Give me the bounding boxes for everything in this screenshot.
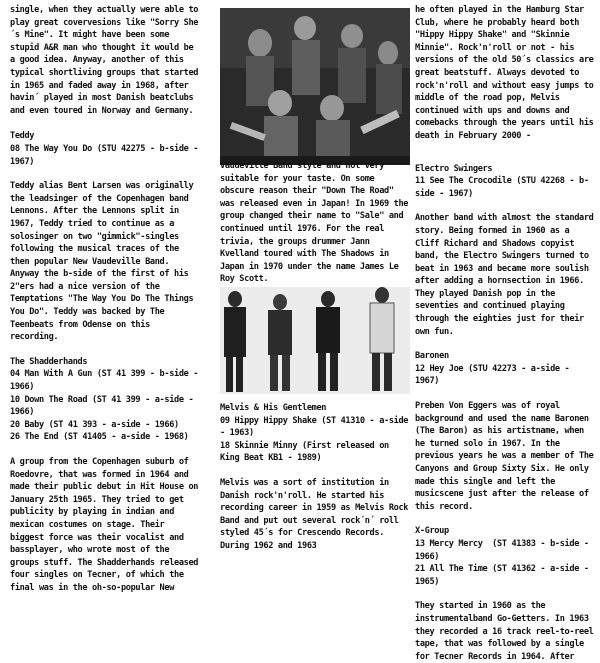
melvis-paragraph: Melvis was a sort of institution in Danish rock'n'roll. He started his recording career in 1959 as Melvis Rock Band and put out several rock´n´ roll styled 45´s for Crescendo Records. During 1962 and 1963 [220, 477, 413, 551]
melvis-heading: Melvis & His Gentlemen [220, 403, 327, 413]
band-photo-standing [220, 287, 410, 394]
band-photo-costumes [220, 8, 410, 165]
shadderhands-paragraph: A group from the Copenhagen suburb of Roedovre, that was formed in 1964 and made their public debut in Hit House on January 25th 1965. They tried to get publicity by playing in indian and mexican costumes on stage. Their biggest force was their vocalist and bassplayer, who wrote most of the groups stuff. The Shadderhands released four singles on Tecner, of which the final was in the oh-so-popular New [10, 457, 203, 593]
electro-swingers-track: 11 See The Crocodile (STU 42268 - b-side - 1967) [415, 176, 589, 199]
band-photo-costumes-image [220, 8, 410, 165]
shadderhands-track: 26 The End (ST 41405 - a-side - 1968) [10, 432, 189, 443]
x-group-track: 21 All The Time (ST 41362 - a-side - 1965) [415, 564, 594, 587]
shadderhands-track: 20 Baby (ST 41 393 - a-side - 1966) [10, 419, 179, 430]
x-group-paragraph: They started in 1960 as the instrumentalband Go-Getters. In 1963 they recorded a 16 track reel-to-reel tape, that was followed by a single for Tecner Records in 1964. After [415, 601, 599, 662]
intro-paragraph: single, when they actually were able to play great covervesions like "Sorry She´s Mine". It might have been some stupid A&R man who thought it would be a good idea. Anyway, another of this typical shortliving groups that started in 1965 and faded away in 1968, after havin´ played in most Danish beatclubs and even toured in Norway and Germany. [10, 5, 203, 116]
baronen-track: 12 Hey Joe (STU 42273 - a-side - 1967) [415, 363, 575, 387]
teddy-track: 08 The Way You Do (STU 42275 - b-side - 1967) [10, 143, 203, 167]
column-right [415, 0, 599, 663]
x-group-heading: X-Group [415, 526, 449, 537]
band-photo-standing-image [220, 287, 410, 394]
electro-swingers-heading: Electro Swingers [415, 163, 493, 174]
shadderhands-track: 10 Down The Road (ST 41 399 - a-side - 1966) [10, 394, 199, 418]
shadderhands-heading: The Shadderhands [10, 356, 88, 367]
x-group-track: 13 Mercy Mercy (ST 41383 - b-side - 1966) [415, 538, 594, 562]
electro-swingers-paragraph: Another band with almost the standard story. Being formed in 1960 as a Cliff Richard and Shadows copyist band, the Electro Swingers turned to beat in 1963 and became more soulish after adding a hornsection in 1966. They played Danish pop in the seventies and continued playing through the eighties just for their own fun. [415, 213, 599, 337]
baronen-heading: Baronen [415, 351, 449, 362]
baronen-paragraph: Preben Von Eggers was of royal background and used the name Baronen (The Baron) as his artistname, when he turned solo in 1967. In the previous years he was a member of The Canyons and Group Sixty Six. He only made this single and left the musicscene just after the release of this record. [415, 401, 599, 512]
teddy-heading: Teddy [10, 131, 35, 142]
column-middle [220, 160, 413, 286]
shadderhands-track: 04 Man With A Gun (ST 41 399 - b-side - 1966) [10, 369, 203, 393]
column-middle-lower [220, 402, 413, 553]
melvis-continued-paragraph: he often played in the Hamburg Star Club, where he probably heard both "Hippy Hippy Shake" and "Skinnie Minnie". Rock'n'roll or not - his versions of the old 50´s classics are great beatstuff. Always devoted to rock'n'roll and without easy jumps to middle of the road pop, Melvis continued with ups and downs and comebacks through the years until his death in February 2000 - [415, 5, 599, 141]
melvis-track: 18 Skinnie Minny (First released on King Beat KB1 - 1989) [220, 440, 394, 464]
melvis-track: 09 Hippy Hippy Shake (ST 41310 - a-side - 1963) [220, 415, 413, 439]
teddy-paragraph: Teddy alias Bent Larsen was originally the leadsinger of the Copenhagen band Lennons. After the Lennons split in 1967, Teddy tried to continue as a solosinger on two "gimmick"-singles following the musical traces of the then popular New Vaudeville Band. Anyway the b-side of the first of his 2"ers had a nice version of the Temptations "The Way You Do The Things You Do". Teddy was backed by The Teenbeats from Odense on this recording. [10, 181, 199, 343]
column-left [10, 0, 202, 595]
vaudeville-paragraph: Vaudeville Band style and not very suitable for your taste. On some obscure reason their "Down The Road" was released even in Japan! In 1969 the group changed their name to "Sale" and continued until 1976. For the real trivia, the groups drummer Jann Kvelland toured with The Shadows in Japan in 1970 under the name James Le Roy Scott. [220, 161, 413, 285]
